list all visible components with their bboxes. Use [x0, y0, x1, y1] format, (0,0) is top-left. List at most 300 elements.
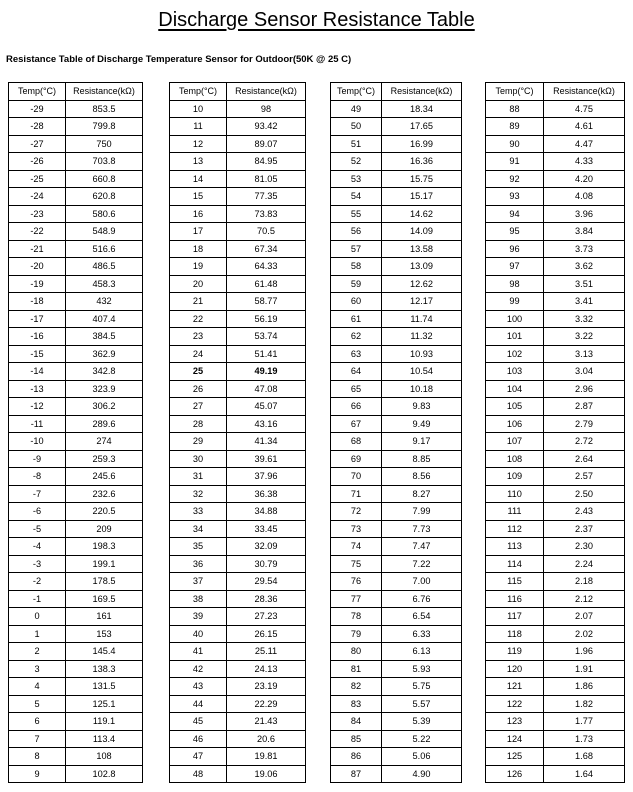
- temp-cell: -5: [9, 520, 66, 538]
- table-row: [486, 100, 625, 118]
- table-row: [486, 170, 625, 188]
- table-row: [486, 363, 625, 381]
- table-row: [331, 380, 462, 398]
- temp-cell: 66: [331, 398, 382, 416]
- table-row: [331, 153, 462, 171]
- resistance-cell: 1.64: [544, 765, 625, 783]
- table-row: [331, 713, 462, 731]
- resistance-cell: 5.06: [382, 748, 462, 766]
- table-row: [9, 730, 143, 748]
- temp-cell: 19: [170, 258, 227, 276]
- table-row: [170, 310, 306, 328]
- resistance-header: Resistance(kΩ): [544, 83, 625, 101]
- temp-cell: 86: [331, 748, 382, 766]
- temp-cell: 12: [170, 135, 227, 153]
- resistance-cell: 853.5: [66, 100, 143, 118]
- temp-header: Temp(°C): [9, 83, 66, 101]
- resistance-cell: 4.08: [544, 188, 625, 206]
- table-row: [170, 345, 306, 363]
- resistance-cell: 70.5: [227, 223, 306, 241]
- table-row: [170, 503, 306, 521]
- resistance-cell: 14.09: [382, 223, 462, 241]
- table-row: [9, 100, 143, 118]
- table-row: [170, 205, 306, 223]
- page-title: Discharge Sensor Resistance Table: [158, 9, 475, 31]
- resistance-cell: 407.4: [66, 310, 143, 328]
- table-row: [9, 310, 143, 328]
- table-row: [170, 765, 306, 783]
- temp-cell: 31: [170, 468, 227, 486]
- table-row: [331, 433, 462, 451]
- table-row: [331, 240, 462, 258]
- temp-cell: -22: [9, 223, 66, 241]
- resistance-cell: 56.19: [227, 310, 306, 328]
- table-row: [9, 415, 143, 433]
- temp-cell: 49: [331, 100, 382, 118]
- table-row: [9, 538, 143, 556]
- table-row: [9, 695, 143, 713]
- resistance-cell: 41.34: [227, 433, 306, 451]
- temp-cell: 40: [170, 625, 227, 643]
- table-row: [331, 310, 462, 328]
- resistance-cell: 30.79: [227, 555, 306, 573]
- temp-cell: 36: [170, 555, 227, 573]
- table-row: [331, 398, 462, 416]
- temp-cell: -16: [9, 328, 66, 346]
- temp-cell: 17: [170, 223, 227, 241]
- table-row: [331, 100, 462, 118]
- table-row: [170, 625, 306, 643]
- resistance-cell: 3.32: [544, 310, 625, 328]
- table-row: [486, 730, 625, 748]
- resistance-cell: 64.33: [227, 258, 306, 276]
- temp-cell: 33: [170, 503, 227, 521]
- resistance-cell: 14.62: [382, 205, 462, 223]
- temp-cell: 61: [331, 310, 382, 328]
- resistance-cell: 6.33: [382, 625, 462, 643]
- temp-cell: -7: [9, 485, 66, 503]
- resistance-cell: 73.83: [227, 205, 306, 223]
- resistance-cell: 703.8: [66, 153, 143, 171]
- resistance-cell: 84.95: [227, 153, 306, 171]
- table-row: [170, 118, 306, 136]
- resistance-cell: 58.77: [227, 293, 306, 311]
- resistance-cell: 2.30: [544, 538, 625, 556]
- table-row: [9, 153, 143, 171]
- temp-cell: 35: [170, 538, 227, 556]
- temp-cell: 92: [486, 170, 544, 188]
- resistance-cell: 3.04: [544, 363, 625, 381]
- table-row: [486, 415, 625, 433]
- temp-cell: 4: [9, 678, 66, 696]
- resistance-cell: 67.34: [227, 240, 306, 258]
- resistance-cell: 2.64: [544, 450, 625, 468]
- table-row: [486, 380, 625, 398]
- temp-cell: 90: [486, 135, 544, 153]
- temp-cell: -26: [9, 153, 66, 171]
- temp-cell: 115: [486, 573, 544, 591]
- temp-cell: 26: [170, 380, 227, 398]
- resistance-header: Resistance(kΩ): [66, 83, 143, 101]
- resistance-cell: 39.61: [227, 450, 306, 468]
- resistance-cell: 548.9: [66, 223, 143, 241]
- temp-cell: 64: [331, 363, 382, 381]
- table-row: [9, 468, 143, 486]
- table-row: [486, 205, 625, 223]
- table-row: [170, 398, 306, 416]
- table-row: [486, 590, 625, 608]
- resistance-cell: 1.73: [544, 730, 625, 748]
- table-row: [170, 748, 306, 766]
- table-row: [331, 678, 462, 696]
- temp-cell: 117: [486, 608, 544, 626]
- temp-cell: 75: [331, 555, 382, 573]
- resistance-cell: 2.87: [544, 398, 625, 416]
- temp-cell: 1: [9, 625, 66, 643]
- temp-cell: 27: [170, 398, 227, 416]
- table-row: [486, 433, 625, 451]
- resistance-cell: 5.93: [382, 660, 462, 678]
- resistance-cell: 23.19: [227, 678, 306, 696]
- table-row: [170, 468, 306, 486]
- temp-cell: 2: [9, 643, 66, 661]
- temp-cell: 77: [331, 590, 382, 608]
- table-row: [331, 765, 462, 783]
- temp-cell: 45: [170, 713, 227, 731]
- temp-cell: 69: [331, 450, 382, 468]
- resistance-cell: 45.07: [227, 398, 306, 416]
- table-row: [9, 188, 143, 206]
- table-row: [331, 275, 462, 293]
- temp-cell: 8: [9, 748, 66, 766]
- resistance-cell: 245.6: [66, 468, 143, 486]
- table-row: [9, 660, 143, 678]
- table-row: [486, 538, 625, 556]
- resistance-cell: 384.5: [66, 328, 143, 346]
- resistance-cell: 16.36: [382, 153, 462, 171]
- resistance-cell: 29.54: [227, 573, 306, 591]
- temp-cell: 11: [170, 118, 227, 136]
- resistance-cell: 13.09: [382, 258, 462, 276]
- resistance-cell: 220.5: [66, 503, 143, 521]
- resistance-cell: 1.68: [544, 748, 625, 766]
- resistance-cell: 7.47: [382, 538, 462, 556]
- table-row: [9, 573, 143, 591]
- resistance-cell: 4.90: [382, 765, 462, 783]
- temp-cell: 116: [486, 590, 544, 608]
- temp-cell: -1: [9, 590, 66, 608]
- temp-cell: -17: [9, 310, 66, 328]
- table-row: [331, 293, 462, 311]
- temp-cell: -28: [9, 118, 66, 136]
- table-row: [9, 258, 143, 276]
- table-row: [170, 363, 306, 381]
- table-row: [486, 223, 625, 241]
- temp-cell: -3: [9, 555, 66, 573]
- table-row: [9, 118, 143, 136]
- resistance-table-2: [169, 82, 306, 783]
- table-row: [9, 503, 143, 521]
- temp-cell: 41: [170, 643, 227, 661]
- table-row: [9, 135, 143, 153]
- table-row: [331, 363, 462, 381]
- temp-cell: 3: [9, 660, 66, 678]
- table-row: [331, 695, 462, 713]
- table-row: [9, 433, 143, 451]
- resistance-cell: 8.27: [382, 485, 462, 503]
- resistance-cell: 660.8: [66, 170, 143, 188]
- resistance-cell: 2.50: [544, 485, 625, 503]
- table-row: [331, 258, 462, 276]
- resistance-cell: 432: [66, 293, 143, 311]
- temp-cell: 10: [170, 100, 227, 118]
- temp-cell: -4: [9, 538, 66, 556]
- temp-cell: 37: [170, 573, 227, 591]
- table-row: [331, 345, 462, 363]
- resistance-cell: 232.6: [66, 485, 143, 503]
- resistance-cell: 28.36: [227, 590, 306, 608]
- temp-cell: 68: [331, 433, 382, 451]
- temp-cell: 101: [486, 328, 544, 346]
- temp-cell: -12: [9, 398, 66, 416]
- table-row: [9, 765, 143, 783]
- table-row: [9, 485, 143, 503]
- table-row: [486, 678, 625, 696]
- resistance-cell: 209: [66, 520, 143, 538]
- table-row: [170, 538, 306, 556]
- table-row: [331, 485, 462, 503]
- table-row: [486, 695, 625, 713]
- resistance-cell: 5.57: [382, 695, 462, 713]
- resistance-cell: 799.8: [66, 118, 143, 136]
- resistance-cell: 131.5: [66, 678, 143, 696]
- resistance-cell: 10.54: [382, 363, 462, 381]
- resistance-cell: 4.61: [544, 118, 625, 136]
- table-row: [170, 713, 306, 731]
- resistance-cell: 3.41: [544, 293, 625, 311]
- temp-cell: 28: [170, 415, 227, 433]
- temp-cell: 105: [486, 398, 544, 416]
- temp-cell: 110: [486, 485, 544, 503]
- temp-header: Temp(°C): [331, 83, 382, 101]
- resistance-cell: 8.85: [382, 450, 462, 468]
- resistance-cell: 2.72: [544, 433, 625, 451]
- temp-cell: 53: [331, 170, 382, 188]
- temp-cell: 113: [486, 538, 544, 556]
- resistance-cell: 18.34: [382, 100, 462, 118]
- table-row: [9, 205, 143, 223]
- table-row: [170, 520, 306, 538]
- table-row: [170, 433, 306, 451]
- temp-cell: -11: [9, 415, 66, 433]
- temp-cell: 79: [331, 625, 382, 643]
- table-row: [486, 608, 625, 626]
- temp-cell: 13: [170, 153, 227, 171]
- table-row: [486, 555, 625, 573]
- temp-cell: 125: [486, 748, 544, 766]
- temp-cell: -9: [9, 450, 66, 468]
- table-row: [486, 118, 625, 136]
- table-row: [486, 660, 625, 678]
- temp-cell: 52: [331, 153, 382, 171]
- table-row: [486, 520, 625, 538]
- temp-cell: 104: [486, 380, 544, 398]
- temp-cell: 59: [331, 275, 382, 293]
- table-row: [486, 398, 625, 416]
- resistance-cell: 13.58: [382, 240, 462, 258]
- temp-cell: -10: [9, 433, 66, 451]
- temp-cell: -13: [9, 380, 66, 398]
- resistance-cell: 2.43: [544, 503, 625, 521]
- table-row: [9, 748, 143, 766]
- resistance-cell: 2.18: [544, 573, 625, 591]
- resistance-cell: 5.39: [382, 713, 462, 731]
- temp-cell: -6: [9, 503, 66, 521]
- table-row: [331, 520, 462, 538]
- temp-header: Temp(°C): [486, 83, 544, 101]
- resistance-cell: 26.15: [227, 625, 306, 643]
- table-row: [486, 748, 625, 766]
- resistance-cell: 362.9: [66, 345, 143, 363]
- resistance-cell: 125.1: [66, 695, 143, 713]
- table-row: [486, 643, 625, 661]
- temp-cell: 65: [331, 380, 382, 398]
- resistance-cell: 27.23: [227, 608, 306, 626]
- temp-cell: 18: [170, 240, 227, 258]
- resistance-cell: 10.93: [382, 345, 462, 363]
- resistance-cell: 8.56: [382, 468, 462, 486]
- resistance-cell: 620.8: [66, 188, 143, 206]
- temp-cell: -24: [9, 188, 66, 206]
- resistance-cell: 138.3: [66, 660, 143, 678]
- resistance-cell: 113.4: [66, 730, 143, 748]
- temp-cell: -20: [9, 258, 66, 276]
- temp-cell: -27: [9, 135, 66, 153]
- table-row: [486, 713, 625, 731]
- resistance-cell: 6.76: [382, 590, 462, 608]
- table-row: [331, 205, 462, 223]
- resistance-cell: 486.5: [66, 258, 143, 276]
- resistance-cell: 2.79: [544, 415, 625, 433]
- table-row: [9, 678, 143, 696]
- temp-cell: 24: [170, 345, 227, 363]
- table-row: [170, 153, 306, 171]
- resistance-table-4: [485, 82, 625, 783]
- temp-cell: 111: [486, 503, 544, 521]
- temp-cell: 80: [331, 643, 382, 661]
- resistance-cell: 61.48: [227, 275, 306, 293]
- resistance-cell: 580.6: [66, 205, 143, 223]
- table-row: [331, 573, 462, 591]
- resistance-cell: 33.45: [227, 520, 306, 538]
- table-row: [331, 415, 462, 433]
- resistance-header: Resistance(kΩ): [227, 83, 306, 101]
- resistance-cell: 4.75: [544, 100, 625, 118]
- resistance-cell: 43.16: [227, 415, 306, 433]
- table-row: [331, 555, 462, 573]
- resistance-cell: 2.37: [544, 520, 625, 538]
- resistance-cell: 7.22: [382, 555, 462, 573]
- temp-cell: 119: [486, 643, 544, 661]
- table-row: [486, 485, 625, 503]
- temp-cell: 89: [486, 118, 544, 136]
- temp-cell: 54: [331, 188, 382, 206]
- resistance-cell: 9.17: [382, 433, 462, 451]
- table-row: [486, 625, 625, 643]
- resistance-cell: 161: [66, 608, 143, 626]
- resistance-cell: 3.13: [544, 345, 625, 363]
- resistance-cell: 306.2: [66, 398, 143, 416]
- table-row: [331, 643, 462, 661]
- temp-cell: 50: [331, 118, 382, 136]
- temp-cell: 85: [331, 730, 382, 748]
- resistance-cell: 102.8: [66, 765, 143, 783]
- resistance-cell: 119.1: [66, 713, 143, 731]
- resistance-cell: 19.06: [227, 765, 306, 783]
- table-row: [170, 643, 306, 661]
- temp-cell: 107: [486, 433, 544, 451]
- resistance-cell: 25.11: [227, 643, 306, 661]
- resistance-cell: 11.74: [382, 310, 462, 328]
- resistance-cell: 750: [66, 135, 143, 153]
- temp-cell: 94: [486, 205, 544, 223]
- temp-cell: 6: [9, 713, 66, 731]
- table-row: [170, 188, 306, 206]
- temp-cell: 34: [170, 520, 227, 538]
- table-row: [9, 223, 143, 241]
- temp-cell: 9: [9, 765, 66, 783]
- resistance-cell: 458.3: [66, 275, 143, 293]
- resistance-cell: 6.13: [382, 643, 462, 661]
- temp-cell: 103: [486, 363, 544, 381]
- resistance-cell: 1.77: [544, 713, 625, 731]
- temp-cell: 15: [170, 188, 227, 206]
- temp-cell: -15: [9, 345, 66, 363]
- temp-cell: 23: [170, 328, 227, 346]
- temp-cell: 30: [170, 450, 227, 468]
- resistance-cell: 2.57: [544, 468, 625, 486]
- temp-cell: 114: [486, 555, 544, 573]
- temp-cell: 82: [331, 678, 382, 696]
- resistance-cell: 3.22: [544, 328, 625, 346]
- temp-cell: 112: [486, 520, 544, 538]
- temp-cell: 78: [331, 608, 382, 626]
- temp-cell: 5: [9, 695, 66, 713]
- temp-cell: 91: [486, 153, 544, 171]
- table-row: [9, 328, 143, 346]
- table-row: [331, 223, 462, 241]
- temp-cell: 58: [331, 258, 382, 276]
- table-row: [170, 678, 306, 696]
- resistance-cell: 15.17: [382, 188, 462, 206]
- resistance-cell: 10.18: [382, 380, 462, 398]
- temp-cell: 81: [331, 660, 382, 678]
- resistance-cell: 53.74: [227, 328, 306, 346]
- temp-cell: 16: [170, 205, 227, 223]
- temp-cell: 76: [331, 573, 382, 591]
- temp-cell: 88: [486, 100, 544, 118]
- temp-cell: 38: [170, 590, 227, 608]
- resistance-cell: 274: [66, 433, 143, 451]
- temp-cell: 60: [331, 293, 382, 311]
- resistance-cell: 4.47: [544, 135, 625, 153]
- table-row: [486, 468, 625, 486]
- table-row: [486, 293, 625, 311]
- temp-cell: 22: [170, 310, 227, 328]
- resistance-cell: 145.4: [66, 643, 143, 661]
- temp-cell: 25: [170, 363, 227, 381]
- resistance-cell: 16.99: [382, 135, 462, 153]
